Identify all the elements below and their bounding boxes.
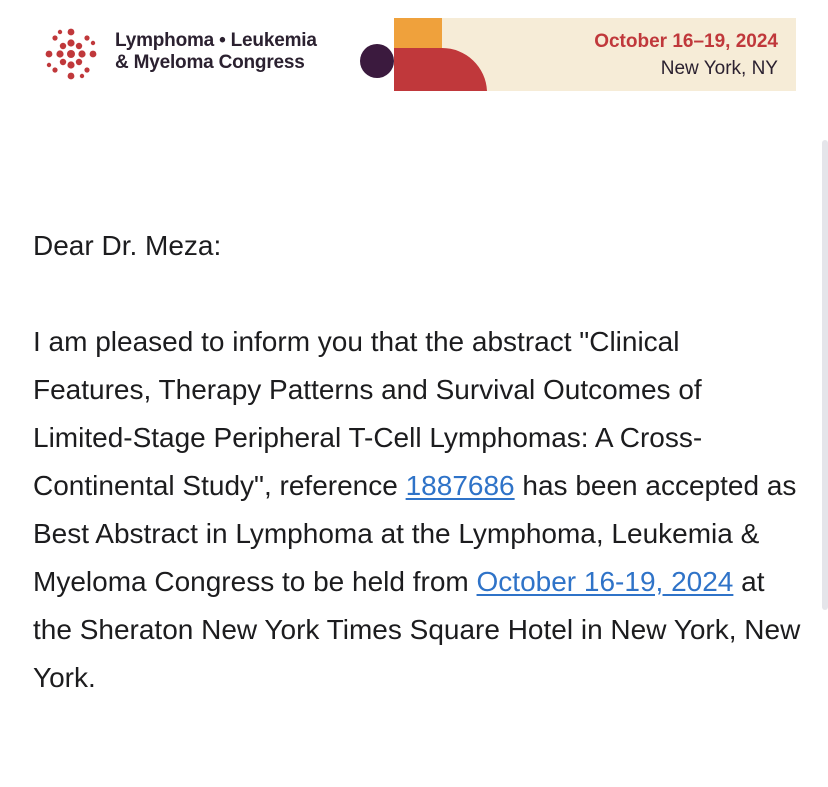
- acceptance-paragraph: [33, 318, 803, 702]
- reference-number-link[interactable]: 1887686: [405, 470, 515, 501]
- congress-banner: [33, 18, 796, 91]
- scrollbar[interactable]: [822, 140, 828, 610]
- event-dates: October 16–19, 2024: [594, 31, 778, 52]
- paragraph-text-start: I am pleased to inform you that the abstract "Clinical Features, Therapy Patterns and Survival Outcomes of Limited-Stage Peripheral T-Cell Lymphomas: A Cross-Continental Study", reference: [33, 326, 703, 501]
- event-location: New York, NY: [660, 58, 778, 79]
- logo-line-1: Lymphoma • Leukemia: [115, 30, 317, 51]
- paragraph-text-middle: has been accepted as Best Abstract in Lymphoma at the Lymphoma, Leukemia & Myeloma Congress to be held from: [33, 470, 797, 597]
- logo-line-2: & Myeloma Congress: [115, 52, 305, 73]
- congress-logo-wordmark: [115, 30, 317, 74]
- greeting: Dear Dr. Meza:: [33, 230, 222, 261]
- email-body: [33, 222, 803, 702]
- congress-dates-link[interactable]: October 16-19, 2024: [476, 566, 734, 597]
- paragraph-text-end: at the Sheraton New York Times Square Hotel in New York, New York.: [33, 566, 801, 693]
- congress-logo-icon: [41, 24, 101, 84]
